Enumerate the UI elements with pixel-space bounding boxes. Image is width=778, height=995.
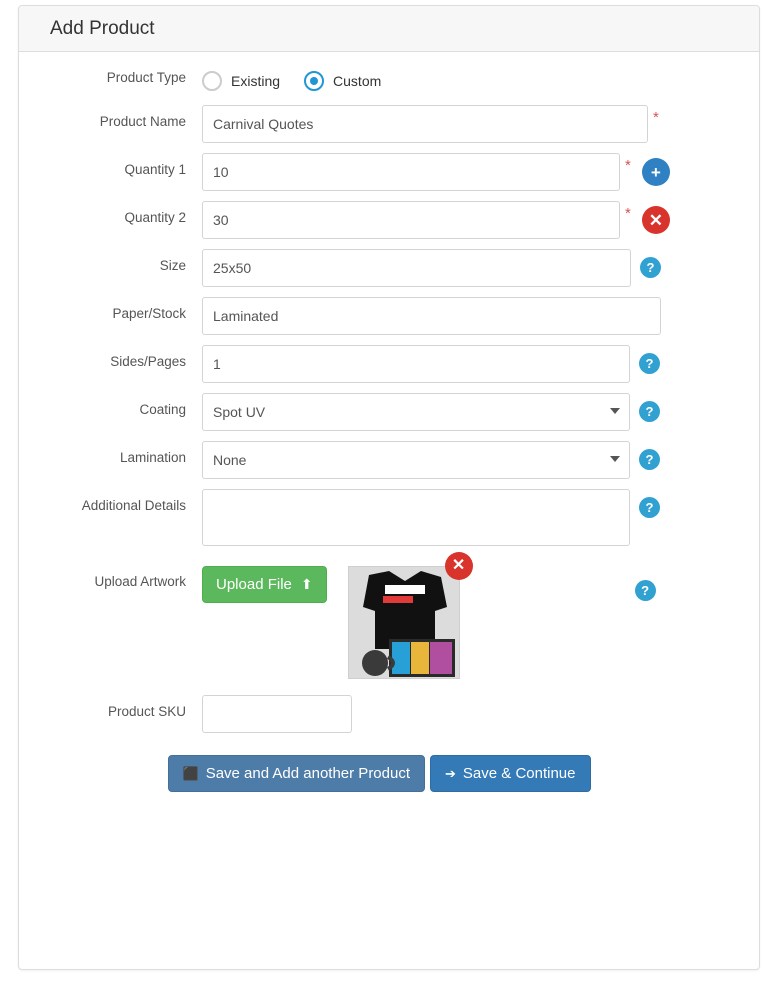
quantity-1-input[interactable] xyxy=(202,153,620,191)
lamination-select[interactable] xyxy=(202,441,630,479)
coating-select[interactable] xyxy=(202,393,630,431)
radio-custom-label: Custom xyxy=(333,73,382,89)
row-sides-pages xyxy=(19,345,759,383)
artwork-preview-image xyxy=(349,567,460,679)
save-continue-label: Save & Continue xyxy=(462,765,576,782)
paper-stock-input[interactable] xyxy=(202,297,661,335)
row-additional-details xyxy=(19,489,759,546)
product-type-control xyxy=(202,66,405,91)
upload-file-button[interactable] xyxy=(202,566,327,603)
row-product-type xyxy=(19,66,759,91)
form-actions xyxy=(0,755,759,792)
row-product-name xyxy=(19,105,759,143)
help-icon-sides-pages[interactable]: ? xyxy=(639,353,660,374)
sides-pages-label: Sides/Pages xyxy=(110,354,186,369)
help-icon-coating[interactable]: ? xyxy=(639,401,660,422)
additional-details-control xyxy=(202,489,660,546)
upload-file-label: Upload File xyxy=(216,576,292,593)
quantity-2-required: * xyxy=(625,205,631,222)
product-name-control xyxy=(202,105,659,143)
coating-select-wrap xyxy=(202,393,630,431)
size-label: Size xyxy=(159,258,186,273)
artwork-thumbnail-wrap xyxy=(348,557,466,679)
upload-icon: ⬆ xyxy=(300,576,313,592)
radio-existing-indicator[interactable] xyxy=(202,71,222,91)
paper-stock-control xyxy=(202,297,661,335)
radio-custom[interactable] xyxy=(304,71,381,91)
row-lamination xyxy=(19,441,759,479)
quantity-2-control xyxy=(202,201,670,239)
product-sku-control xyxy=(202,695,352,733)
product-name-required: * xyxy=(653,109,659,126)
quantity-1-control xyxy=(202,153,670,191)
coating-label: Coating xyxy=(139,402,186,417)
product-sku-label: Product SKU xyxy=(107,704,186,719)
additional-details-textarea[interactable] xyxy=(202,489,630,546)
row-upload-artwork xyxy=(19,557,759,679)
help-icon-upload-artwork[interactable]: ? xyxy=(635,580,656,601)
remove-quantity-icon[interactable]: ✕ xyxy=(642,206,670,234)
save-and-continue-button[interactable] xyxy=(430,755,590,792)
product-sku-input[interactable] xyxy=(202,695,352,733)
lamination-select-wrap xyxy=(202,441,630,479)
save-and-add-label: Save and Add another Product xyxy=(205,765,411,782)
product-type-label: Product Type xyxy=(106,70,186,85)
quantity-2-label: Quantity 2 xyxy=(124,210,186,225)
quantity-2-input[interactable] xyxy=(202,201,620,239)
row-paper-stock xyxy=(19,297,759,335)
help-icon-lamination[interactable]: ? xyxy=(639,449,660,470)
help-icon-additional-details[interactable]: ? xyxy=(639,497,660,518)
remove-artwork-icon[interactable]: ✕ xyxy=(445,552,473,580)
help-icon-size[interactable]: ? xyxy=(640,257,661,278)
sides-pages-input[interactable] xyxy=(202,345,630,383)
row-quantity-1 xyxy=(19,153,759,191)
panel-header xyxy=(19,6,759,52)
quantity-1-required: * xyxy=(625,157,631,174)
additional-details-label: Additional Details xyxy=(81,498,186,513)
panel-body xyxy=(19,52,759,792)
arrow-right-icon: ➔ xyxy=(445,765,456,781)
radio-custom-indicator[interactable] xyxy=(304,71,324,91)
add-quantity-icon[interactable]: + xyxy=(642,158,670,186)
size-input[interactable] xyxy=(202,249,631,287)
row-coating xyxy=(19,393,759,431)
lamination-label: Lamination xyxy=(119,450,186,465)
page-title: Add Product xyxy=(50,17,155,39)
product-name-input[interactable] xyxy=(202,105,648,143)
save-and-add-another-product-button[interactable] xyxy=(168,755,426,792)
paper-stock-label: Paper/Stock xyxy=(112,306,186,321)
coating-control xyxy=(202,393,660,431)
lamination-control xyxy=(202,441,660,479)
sides-pages-control xyxy=(202,345,660,383)
radio-existing-label: Existing xyxy=(231,73,281,89)
product-name-label: Product Name xyxy=(99,114,186,129)
save-icon: ⬛ xyxy=(182,765,199,781)
product-type-radio-group xyxy=(202,66,405,91)
add-product-panel xyxy=(18,5,760,970)
upload-artwork-control xyxy=(202,557,656,679)
row-size xyxy=(19,249,759,287)
radio-existing[interactable] xyxy=(202,71,280,91)
upload-artwork-label: Upload Artwork xyxy=(94,574,186,589)
row-quantity-2 xyxy=(19,201,759,239)
row-product-sku xyxy=(19,695,759,733)
quantity-1-label: Quantity 1 xyxy=(124,162,186,177)
size-control xyxy=(202,249,661,287)
artwork-thumbnail[interactable] xyxy=(348,566,460,679)
